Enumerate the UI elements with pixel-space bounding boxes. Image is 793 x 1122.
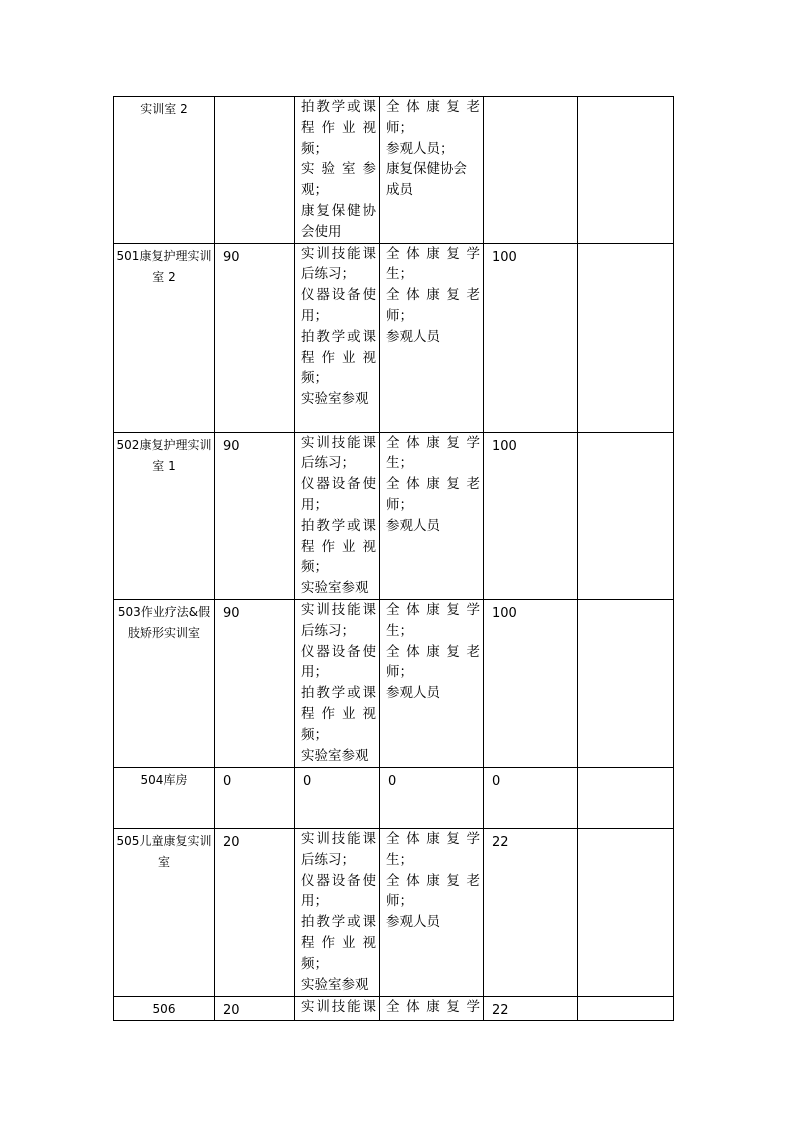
use-line: 后练习；: [301, 455, 355, 472]
use-line: 用；: [301, 893, 328, 910]
use-cell: [295, 599, 380, 767]
users-line: 全体康复老: [386, 99, 480, 115]
note-cell: [578, 432, 674, 599]
capacity-cell: [215, 243, 295, 432]
users-line: 全体康复老: [386, 643, 480, 660]
users-line: 生；: [386, 622, 413, 639]
users-line: 成员: [386, 182, 413, 199]
count-cell: [484, 767, 578, 828]
use-line: 拍教学或课: [301, 517, 376, 534]
capacity-value: 90: [223, 438, 240, 454]
count-value: 0: [492, 773, 501, 789]
users-line: 全体康复老: [386, 287, 480, 304]
use-line: 观；: [301, 182, 328, 199]
users-line: 参观人员: [386, 517, 440, 534]
use-line: 程作业视: [301, 119, 376, 136]
use-line: 程作业视: [301, 705, 376, 722]
count-value: 100: [492, 249, 517, 265]
users-line: 参观人员: [386, 685, 440, 702]
use-line: 会使用: [301, 223, 342, 240]
users-cell: [380, 243, 484, 432]
use-line: 仪器设备使: [301, 476, 376, 493]
users-cell: [380, 828, 484, 996]
note-cell: [578, 97, 674, 244]
count-cell: [484, 599, 578, 767]
table-row: [114, 599, 674, 767]
table-row: [114, 243, 674, 432]
room-cell: [114, 97, 215, 244]
use-line: 程作业视: [301, 349, 376, 366]
use-cell: [295, 767, 380, 828]
use-line: 拍教学或课: [301, 914, 376, 931]
users-line: 全体康复学: [386, 601, 480, 618]
use-line: 实验室参观: [301, 391, 369, 408]
users-line: 师；: [386, 307, 413, 324]
room-cell: [114, 432, 215, 599]
room-line: 实训室 1: [152, 437, 212, 473]
use-line: 仪器设备使: [301, 872, 376, 889]
use-line: 频；: [301, 559, 328, 576]
use-line: 实训技能课: [301, 434, 376, 451]
room-line: 505: [116, 833, 140, 848]
table-row: [114, 767, 674, 828]
count-cell: [484, 97, 578, 244]
users-line: 师；: [386, 496, 413, 513]
use-line: 实训技能课: [301, 998, 376, 1015]
users-line: 师；: [386, 119, 413, 136]
use-line: 实训技能课: [301, 245, 376, 262]
note-cell: [578, 767, 674, 828]
lab-usage-table: [113, 96, 674, 1021]
use-line: 拍教学或课: [301, 99, 376, 115]
use-line: 频；: [301, 955, 328, 972]
capacity-cell: [215, 432, 295, 599]
capacity-cell: [215, 996, 295, 1020]
use-line: 用；: [301, 307, 328, 324]
room-line: 儿童康复: [139, 833, 188, 848]
use-cell: [295, 97, 380, 244]
use-line: 拍教学或课: [301, 328, 376, 345]
room-line: 503: [117, 604, 141, 619]
count-cell: [484, 996, 578, 1020]
users-line: 参观人员: [386, 328, 440, 345]
room-line: 501: [116, 248, 140, 263]
room-line: 库房: [163, 772, 188, 787]
users-line: 全体康复学: [386, 245, 480, 262]
room-line: 实训室: [164, 625, 201, 640]
use-line: 实训技能课: [301, 830, 376, 847]
use-line: 后练习；: [301, 266, 355, 283]
count-value: 100: [492, 605, 517, 621]
users-cell: [380, 599, 484, 767]
use-line: 程作业视: [301, 538, 376, 555]
room-cell: [114, 767, 215, 828]
users-line: 全体康复老: [386, 476, 480, 493]
note-cell: [578, 243, 674, 432]
table-row: [114, 97, 674, 244]
use-line: 频；: [301, 370, 328, 387]
use-line: 频；: [301, 140, 328, 157]
room-line: 502: [116, 437, 140, 452]
use-line: 康复保健协: [301, 202, 376, 219]
capacity-cell: [215, 828, 295, 996]
capacity-cell: [215, 97, 295, 244]
use-cell: [295, 243, 380, 432]
table-row: [114, 432, 674, 599]
users-cell: [380, 996, 484, 1020]
users-cell: [380, 767, 484, 828]
room-line: 康复护理: [139, 248, 188, 263]
use-value: 0: [303, 773, 312, 789]
users-line: 师；: [386, 664, 413, 681]
note-cell: [578, 828, 674, 996]
use-line: 用；: [301, 496, 328, 513]
use-line: 实训技能课: [301, 601, 376, 618]
room-line: 实训室 2: [152, 248, 212, 284]
count-value: 22: [492, 834, 509, 850]
capacity-value: 0: [223, 773, 232, 789]
use-line: 用；: [301, 664, 328, 681]
table-row: [114, 996, 674, 1020]
room-line: 506: [152, 1001, 176, 1016]
use-cell: [295, 996, 380, 1020]
use-line: 实验室参观: [301, 580, 369, 597]
users-line: 生；: [386, 851, 413, 868]
use-line: 实验室参观: [301, 976, 369, 993]
count-cell: [484, 432, 578, 599]
use-cell: [295, 432, 380, 599]
use-line: 实验室参: [301, 161, 376, 178]
users-line: 全体康复学: [386, 434, 480, 451]
use-line: 后练习；: [301, 622, 355, 639]
room-line: 康复护理: [139, 437, 188, 452]
room-line: 作业疗法: [140, 604, 189, 619]
users-line: 全体康复学: [386, 830, 480, 847]
capacity-value: 90: [223, 605, 240, 621]
room-line: 实训室: [157, 833, 212, 869]
capacity-value: [215, 97, 294, 102]
users-line: 全体康复老: [386, 872, 480, 889]
capacity-cell: [215, 599, 295, 767]
count-cell: [484, 828, 578, 996]
users-value: 0: [388, 773, 397, 789]
use-line: 频；: [301, 726, 328, 743]
capacity-value: 20: [223, 834, 240, 850]
use-line: 仪器设备使: [301, 643, 376, 660]
users-line: 生；: [386, 266, 413, 283]
room-line: 实训室 2: [140, 102, 188, 116]
use-line: 拍教学或课: [301, 685, 376, 702]
capacity-value: 20: [223, 1002, 240, 1018]
count-value: 22: [492, 1002, 509, 1018]
note-cell: [578, 996, 674, 1020]
note-cell: [578, 599, 674, 767]
use-line: 程作业视: [301, 934, 376, 951]
count-value: [484, 97, 577, 102]
users-line: 康复保健协会: [386, 161, 467, 178]
users-cell: [380, 432, 484, 599]
use-line: 后练习；: [301, 851, 355, 868]
room-cell: [114, 996, 215, 1020]
room-cell: [114, 599, 215, 767]
room-line: 504: [140, 772, 164, 787]
count-value: 100: [492, 438, 517, 454]
capacity-value: 90: [223, 249, 240, 265]
capacity-cell: [215, 767, 295, 828]
users-line: 师；: [386, 893, 413, 910]
users-line: 全体康复学: [386, 998, 480, 1015]
use-line: 仪器设备使: [301, 287, 376, 304]
table-row: [114, 828, 674, 996]
room-line: &假肢矫形: [127, 604, 211, 640]
room-cell: [114, 828, 215, 996]
count-cell: [484, 243, 578, 432]
users-line: 参观人员: [386, 914, 440, 931]
users-line: 生；: [386, 455, 413, 472]
room-cell: [114, 243, 215, 432]
users-line: 参观人员；: [386, 140, 454, 157]
use-line: 实验室参观: [301, 747, 369, 764]
use-cell: [295, 828, 380, 996]
users-cell: [380, 97, 484, 244]
